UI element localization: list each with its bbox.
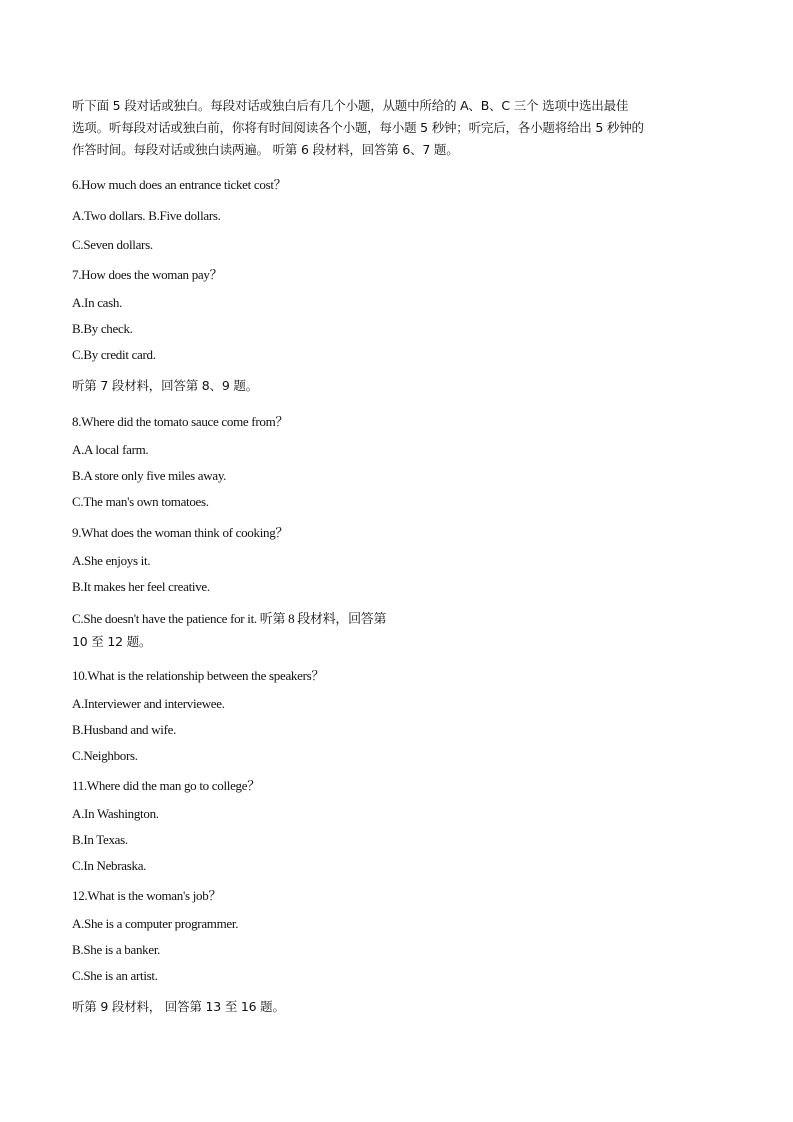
question-7-option-a: A.In cash. [72, 295, 123, 310]
question-6-options-ab: A.Two dollars. B.Five dollars. [72, 208, 221, 223]
section-7-heading: 听第 7 段材料，回答第 8、9 题。 [72, 378, 258, 393]
question-10-option-a: A.Interviewer and interviewee. [72, 696, 225, 711]
question-11-option-c: C.In Nebraska. [72, 858, 147, 873]
question-9-option-a: A.She enjoys it. [72, 553, 151, 568]
question-10-option-b: B.Husband and wife. [72, 722, 177, 737]
question-6-option-c: C.Seven dollars. [72, 237, 153, 252]
question-9-option-c: C.She doesn't have the patience for it. 听第 8 段材料，回答第 [72, 611, 387, 626]
intro-line-1: 听下面 5 段对话或独白。每段对话或独白后有几个小题，从题中所给的 A、B、C 三个 选项中选出最佳 [72, 98, 629, 113]
question-10-option-c: C.Neighbors. [72, 748, 138, 763]
question-12-stem: 12.What is the woman's job？ [72, 888, 222, 903]
question-11-stem: 11.Where did the man go to college？ [72, 778, 260, 793]
section-9-heading: 听第 9 段材料， 回答第 13 至 16 题。 [72, 999, 285, 1014]
question-6-stem: 6.How much does an entrance ticket cost？ [72, 177, 287, 192]
question-8-option-c: C.The man's own tomatoes. [72, 494, 209, 509]
question-11-option-a: A.In Washington. [72, 806, 159, 821]
question-11-option-b: B.In Texas. [72, 832, 128, 847]
question-9-option-b: B.It makes her feel creative. [72, 579, 210, 594]
question-7-option-b: B.By check. [72, 321, 133, 336]
question-7-option-c: C.By credit card. [72, 347, 156, 362]
question-8-stem: 8.Where did the tomato sauce come from？ [72, 414, 289, 429]
question-9-stem: 9.What does the woman think of cooking？ [72, 525, 289, 540]
intro-line-2: 选项。听每段对话或独白前，你将有时间阅读各个小题，每小题 5 秒钟；听完后，各小题将给出 5 秒钟的 [72, 120, 644, 135]
question-12-option-a: A.She is a computer programmer. [72, 916, 239, 931]
section-8-heading-cont: 10 至 12 题。 [72, 634, 152, 649]
question-10-stem: 10.What is the relationship between the speakers？ [72, 668, 325, 683]
question-7-stem: 7.How does the woman pay？ [72, 267, 223, 282]
intro-line-3: 作答时间。每段对话或独白读两遍。 听第 6 段材料，回答第 6、7 题。 [72, 142, 459, 157]
question-8-option-b: B.A store only five miles away. [72, 468, 227, 483]
question-8-option-a: A.A local farm. [72, 442, 149, 457]
question-12-option-b: B.She is a banker. [72, 942, 161, 957]
question-12-option-c: C.She is an artist. [72, 968, 158, 983]
